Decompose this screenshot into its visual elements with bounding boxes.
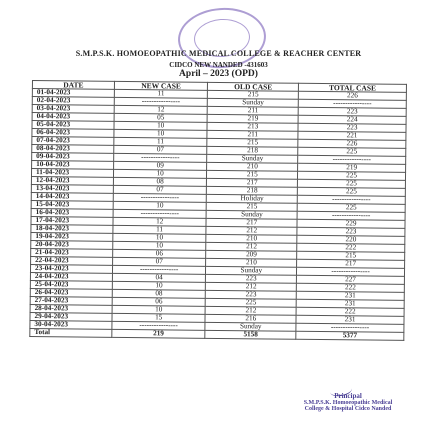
date-cell: 05-04-2023 (32, 121, 114, 130)
college-name: S.M.P.S.K. HOMOEOPATHIC MEDICAL COLLEGE & REACHER CENTER (75, 49, 362, 58)
new-case-cell: ---------------- (113, 153, 207, 162)
date-cell: 30-04-2023 (30, 320, 112, 329)
total-new-case: 219 (112, 329, 206, 338)
date-cell: 28-04-2023 (30, 304, 112, 313)
column-header-total-case: TOTAL CASE (299, 83, 407, 92)
date-cell: 27-04-2023 (30, 296, 112, 305)
old-case-cell: 210 (206, 258, 297, 267)
total-label: Total (30, 328, 112, 337)
date-cell: 25-04-2023 (30, 280, 112, 289)
date-cell: 07-04-2023 (32, 137, 114, 146)
new-case-cell: 06 (112, 297, 206, 306)
new-case-cell: 11 (114, 89, 208, 98)
report-period-title: April – 2023 (OPD) (179, 69, 258, 79)
old-case-cell: 212 (206, 242, 297, 251)
old-case-cell: 215 (208, 90, 299, 99)
new-case-cell: 06 (112, 249, 206, 258)
total-case-cell: 231 (296, 291, 404, 300)
old-case-cell: 210 (206, 234, 297, 243)
new-case-cell: 10 (112, 305, 206, 314)
college-address: CIDCO NEW NANDED -431603 (169, 61, 268, 69)
date-cell: 06-04-2023 (32, 129, 114, 138)
new-case-cell: 15 (112, 313, 206, 322)
old-case-cell: 212 (206, 226, 297, 235)
total-case-cell: 215 (297, 251, 405, 260)
total-case-cell: 225 (298, 171, 406, 180)
total-case-cell: 225 (297, 187, 405, 196)
column-header-old-case: OLD CASE (208, 82, 299, 91)
total-total-case: 5377 (296, 331, 404, 340)
new-case-cell: 10 (113, 169, 207, 178)
total-case-cell: ---------------- (297, 195, 405, 204)
principal-stamp (278, 393, 418, 413)
date-cell: 20-04-2023 (31, 240, 113, 249)
total-case-cell: 217 (297, 259, 405, 268)
old-case-cell: 216 (205, 314, 296, 323)
old-case-cell: 223 (206, 290, 297, 299)
date-cell: 11-04-2023 (31, 169, 113, 178)
old-case-cell: 218 (207, 186, 298, 195)
old-case-cell: Sunday (206, 266, 297, 275)
date-cell: 14-04-2023 (31, 192, 113, 201)
date-cell: 13-04-2023 (31, 184, 113, 193)
old-case-cell: 212 (206, 306, 297, 315)
new-case-cell: 07 (113, 185, 207, 194)
old-case-cell: 211 (207, 130, 298, 139)
old-case-cell: 217 (206, 218, 297, 227)
date-cell: 03-04-2023 (32, 105, 114, 114)
new-case-cell: ---------------- (113, 193, 207, 202)
old-case-cell: Sunday (208, 98, 299, 107)
total-case-cell: 223 (298, 107, 406, 116)
total-case-cell: 226 (298, 91, 406, 100)
new-case-cell: 04 (112, 273, 206, 282)
total-case-cell: 222 (296, 307, 404, 316)
old-case-cell: 213 (207, 122, 298, 131)
total-case-cell: 221 (298, 131, 406, 140)
old-case-cell: 215 (207, 170, 298, 179)
total-case-cell: ---------------- (297, 211, 405, 220)
new-case-cell: 07 (114, 145, 208, 154)
total-case-cell: ---------------- (298, 155, 406, 164)
total-case-cell: 231 (296, 315, 404, 324)
total-case-cell: 224 (298, 115, 406, 124)
new-case-cell: 05 (114, 113, 208, 122)
date-cell: 19-04-2023 (31, 232, 113, 241)
old-case-cell: 211 (208, 106, 299, 115)
new-case-cell: 12 (114, 105, 208, 114)
date-cell: 15-04-2023 (31, 200, 113, 209)
date-cell: 02-04-2023 (32, 97, 114, 106)
total-case-cell: 223 (298, 123, 406, 132)
stamp-line-2: College & Hospital Cidco Nanded (304, 406, 392, 412)
old-case-cell: 215 (207, 202, 298, 211)
old-case-cell: Holiday (207, 194, 298, 203)
total-case-cell: 222 (297, 243, 405, 252)
date-cell: 12-04-2023 (31, 176, 113, 185)
old-case-cell: 210 (207, 162, 298, 171)
old-case-cell: 212 (206, 282, 297, 291)
new-case-cell: ---------------- (112, 265, 206, 274)
new-case-cell: 11 (114, 137, 208, 146)
date-cell: 17-04-2023 (31, 216, 113, 225)
old-case-cell: Sunday (207, 154, 298, 163)
principal-title: Principal (334, 392, 362, 400)
new-case-cell: ---------------- (112, 321, 206, 330)
old-case-cell: 225 (206, 298, 297, 307)
old-case-cell: Sunday (205, 322, 296, 331)
date-cell: 21-04-2023 (31, 248, 113, 257)
total-case-cell: 229 (297, 219, 405, 228)
new-case-cell: 11 (113, 225, 207, 234)
old-case-cell: 219 (208, 114, 299, 123)
total-case-cell: 226 (298, 139, 406, 148)
old-case-cell: 218 (207, 146, 298, 155)
total-case-cell: ---------------- (296, 323, 404, 332)
new-case-cell: 08 (112, 289, 206, 298)
date-cell: 23-04-2023 (30, 264, 112, 273)
date-cell: 10-04-2023 (32, 161, 114, 170)
new-case-cell: 10 (114, 121, 208, 130)
total-case-cell: 220 (297, 235, 405, 244)
date-cell: 09-04-2023 (32, 153, 114, 162)
stamp-line-1: S.M.P.S.K. Homoeopathic Medical (303, 399, 393, 406)
date-cell: 18-04-2023 (31, 224, 113, 233)
new-case-cell: 10 (113, 233, 207, 242)
new-case-cell: 10 (112, 281, 206, 290)
new-case-cell: ---------------- (114, 97, 208, 106)
total-case-cell: 225 (297, 203, 405, 212)
total-case-cell: ---------------- (297, 267, 405, 276)
column-header-date: DATE (32, 81, 114, 90)
opd-case-table (29, 80, 407, 341)
old-case-cell: Sunday (207, 210, 298, 219)
new-case-cell: 12 (113, 217, 207, 226)
old-case-cell: 223 (206, 274, 297, 283)
date-cell: 01-04-2023 (32, 89, 114, 98)
total-case-cell: 227 (297, 275, 405, 284)
date-cell: 16-04-2023 (31, 208, 113, 217)
date-cell: 29-04-2023 (30, 312, 112, 321)
date-cell: 04-04-2023 (32, 113, 114, 122)
total-old-case: 5158 (205, 330, 296, 339)
old-case-cell: 215 (207, 138, 298, 147)
total-case-cell: 231 (296, 299, 404, 308)
date-cell: 08-04-2023 (32, 145, 114, 154)
total-case-cell: 223 (297, 227, 405, 236)
new-case-cell: 10 (113, 241, 207, 250)
date-cell: 26-04-2023 (30, 288, 112, 297)
new-case-cell: 10 (114, 129, 208, 138)
new-case-cell: 07 (112, 257, 206, 266)
new-case-cell: 08 (113, 177, 207, 186)
date-cell: 22-04-2023 (31, 256, 113, 265)
old-case-cell: 217 (207, 178, 298, 187)
new-case-cell: ---------------- (113, 209, 207, 218)
new-case-cell: 09 (113, 161, 207, 170)
old-case-cell: 209 (206, 250, 297, 259)
column-header-new-case: NEW CASE (114, 81, 208, 90)
total-case-cell: 225 (298, 147, 406, 156)
total-case-cell: 225 (298, 179, 406, 188)
date-cell: 24-04-2023 (30, 272, 112, 281)
new-case-cell: 10 (113, 201, 207, 210)
total-case-cell: ---------------- (298, 99, 406, 108)
total-case-cell: 219 (298, 163, 406, 172)
total-case-cell: 222 (296, 283, 404, 292)
